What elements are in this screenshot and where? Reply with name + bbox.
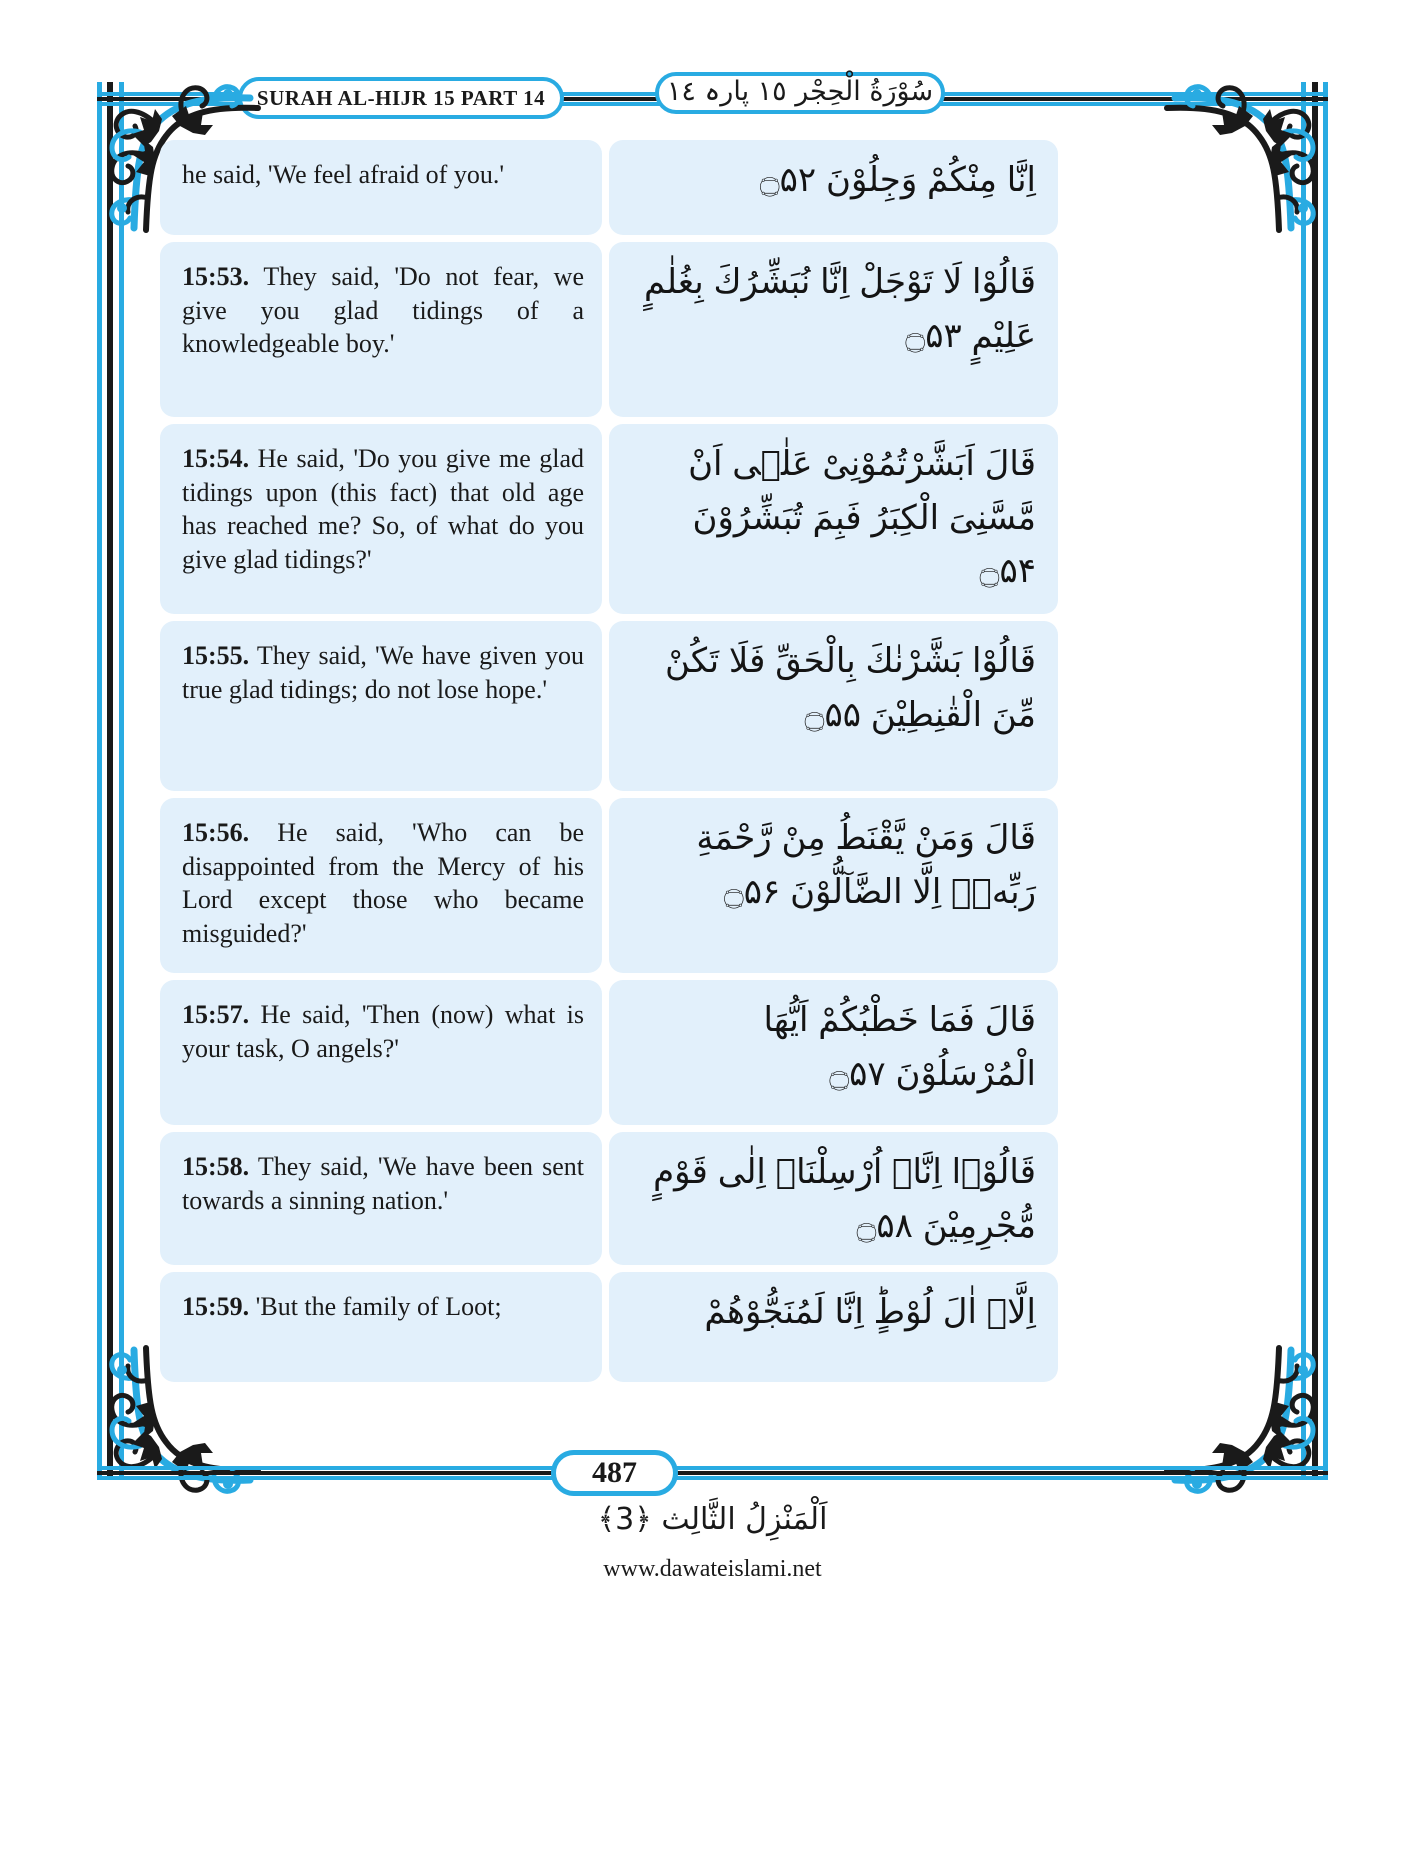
manzil-label: اَلْمَنْزِلُ الثَّالِث ﴿3﴾: [597, 1502, 828, 1537]
verse-translation-text: They said, 'We have given you true glad tidings; do not lose hope.': [182, 641, 584, 704]
verse-translation-cell: [160, 424, 602, 614]
surah-part-label: SURAH AL-HIJR 15 PART 14: [256, 85, 546, 110]
verse-row: [160, 980, 1058, 1125]
verse-translation-text: He said, 'Then (now) what is your task, O angels?': [182, 1000, 585, 1063]
verse-row: [160, 424, 1058, 614]
verse-translation-text: They said, 'We have been sent towards a sinning nation.': [182, 1152, 585, 1215]
website-label: www.dawateislami.net: [603, 1556, 822, 1582]
verse-translation-cell: [160, 1272, 602, 1382]
verse-row: [160, 1272, 1058, 1382]
page-number: 487: [592, 1456, 637, 1489]
verse-list: [160, 140, 1058, 1389]
verse-arabic-cell: [609, 1132, 1058, 1265]
verse-number: 15:54.: [182, 444, 250, 473]
footer-rule: [97, 1466, 1328, 1480]
verse-arabic-text: قَالَ فَمَا خَطْبُكُمْ اَيُّهَا الْمُرْسَلُوْنَ ۝۵۷: [763, 1000, 1036, 1094]
verse-translation-text: he said, 'We feel afraid of you.': [182, 160, 505, 189]
verse-arabic-cell: [609, 242, 1058, 417]
verse-arabic-text: قَالَ اَبَشَّرْتُمُوْنِیْ عَلٰۤى اَنْ مَّسَّنِیَ الْكِبَرُ فَبِمَ تُبَشِّرُوْنَ ۝۵۴: [688, 444, 1036, 592]
verse-number: 15:56.: [182, 818, 250, 847]
verse-row: [160, 242, 1058, 417]
verse-translation-text: He said, 'Do you give me glad tidings upon (this fact) that old age has reached me? So, of what do you give glad tidings?': [182, 444, 584, 574]
verse-arabic-cell: [609, 798, 1058, 973]
footer-rule-black: [97, 1471, 1328, 1475]
verse-translation-cell: [160, 980, 602, 1125]
verse-arabic-cell: [609, 424, 1058, 614]
verse-row: [160, 798, 1058, 973]
verse-row: [160, 140, 1058, 235]
verse-arabic-text: قَالَ وَمَنْ يَّقْنَطُ مِنْ رَّحْمَةِ رَبِّهٖۤ اِلَّا الضَّآلُّوْنَ ۝۵۶: [696, 818, 1036, 912]
verse-arabic-text: اِنَّا مِنْكُمْ وَجِلُوْنَ ۝۵۲: [759, 160, 1036, 200]
footer-rule-blue-top: [97, 1466, 1328, 1470]
verse-arabic-text: قَالُوْا لَا تَوْجَلْ اِنَّا نُبَشِّرُكَ بِغُلٰمٍ عَلِيْمٍ ۝۵۳: [643, 262, 1036, 356]
verse-translation-cell: [160, 242, 602, 417]
verse-translation-cell: [160, 798, 602, 973]
floral-corner-ornament-icon: [1163, 58, 1343, 238]
verse-arabic-text: اِلَّاۤ اٰلَ لُوْطٍؕ اِنَّا لَمُنَجُّوْهُمْ: [704, 1292, 1036, 1333]
verse-number: 15:59.: [182, 1292, 250, 1322]
verse-translation-cell: [160, 1132, 602, 1265]
verse-translation-cell: [160, 621, 602, 791]
verse-number: 15:58.: [182, 1152, 250, 1181]
surah-part-header-right: [655, 72, 945, 114]
footer-rule-blue-bottom: [97, 1476, 1328, 1480]
page-number-badge: [551, 1450, 678, 1496]
verse-translation-text: 'But the family of Loot;: [255, 1292, 502, 1322]
verse-arabic-cell: [609, 1272, 1058, 1382]
verse-arabic-cell: [609, 140, 1058, 235]
verse-row: [160, 1132, 1058, 1265]
surah-part-label-arabic: سُوْرَةُ الْحِجْر ١٥ پارہ ١٤: [666, 75, 934, 107]
verse-arabic-text: قَالُوْۤا اِنَّاۤ اُرْسِلْنَاۤ اِلٰى قَوْمٍ مُّجْرِمِيْنَ ۝۵۸: [653, 1152, 1036, 1246]
verse-number: 15:57.: [182, 1000, 250, 1029]
verse-arabic-cell: [609, 980, 1058, 1125]
floral-corner-ornament-icon: [1163, 1340, 1343, 1520]
verse-number: 15:55.: [182, 641, 250, 670]
verse-translation-text: They said, 'Do not fear, we give you glad tidings of a knowledgeable boy.': [182, 262, 584, 359]
verse-arabic-cell: [609, 621, 1058, 791]
verse-number: 15:53.: [182, 262, 250, 291]
verse-row: [160, 621, 1058, 791]
verse-translation-text: He said, 'Who can be disappointed from the Mercy of his Lord except those who became misguided?': [182, 818, 585, 948]
verse-translation-cell: [160, 140, 602, 235]
verse-arabic-text: قَالُوْا بَشَّرْنٰكَ بِالْحَقِّ فَلَا تَكُنْ مِّنَ الْقٰنِطِيْنَ ۝۵۵: [664, 641, 1036, 735]
surah-part-header-left: [238, 77, 564, 119]
